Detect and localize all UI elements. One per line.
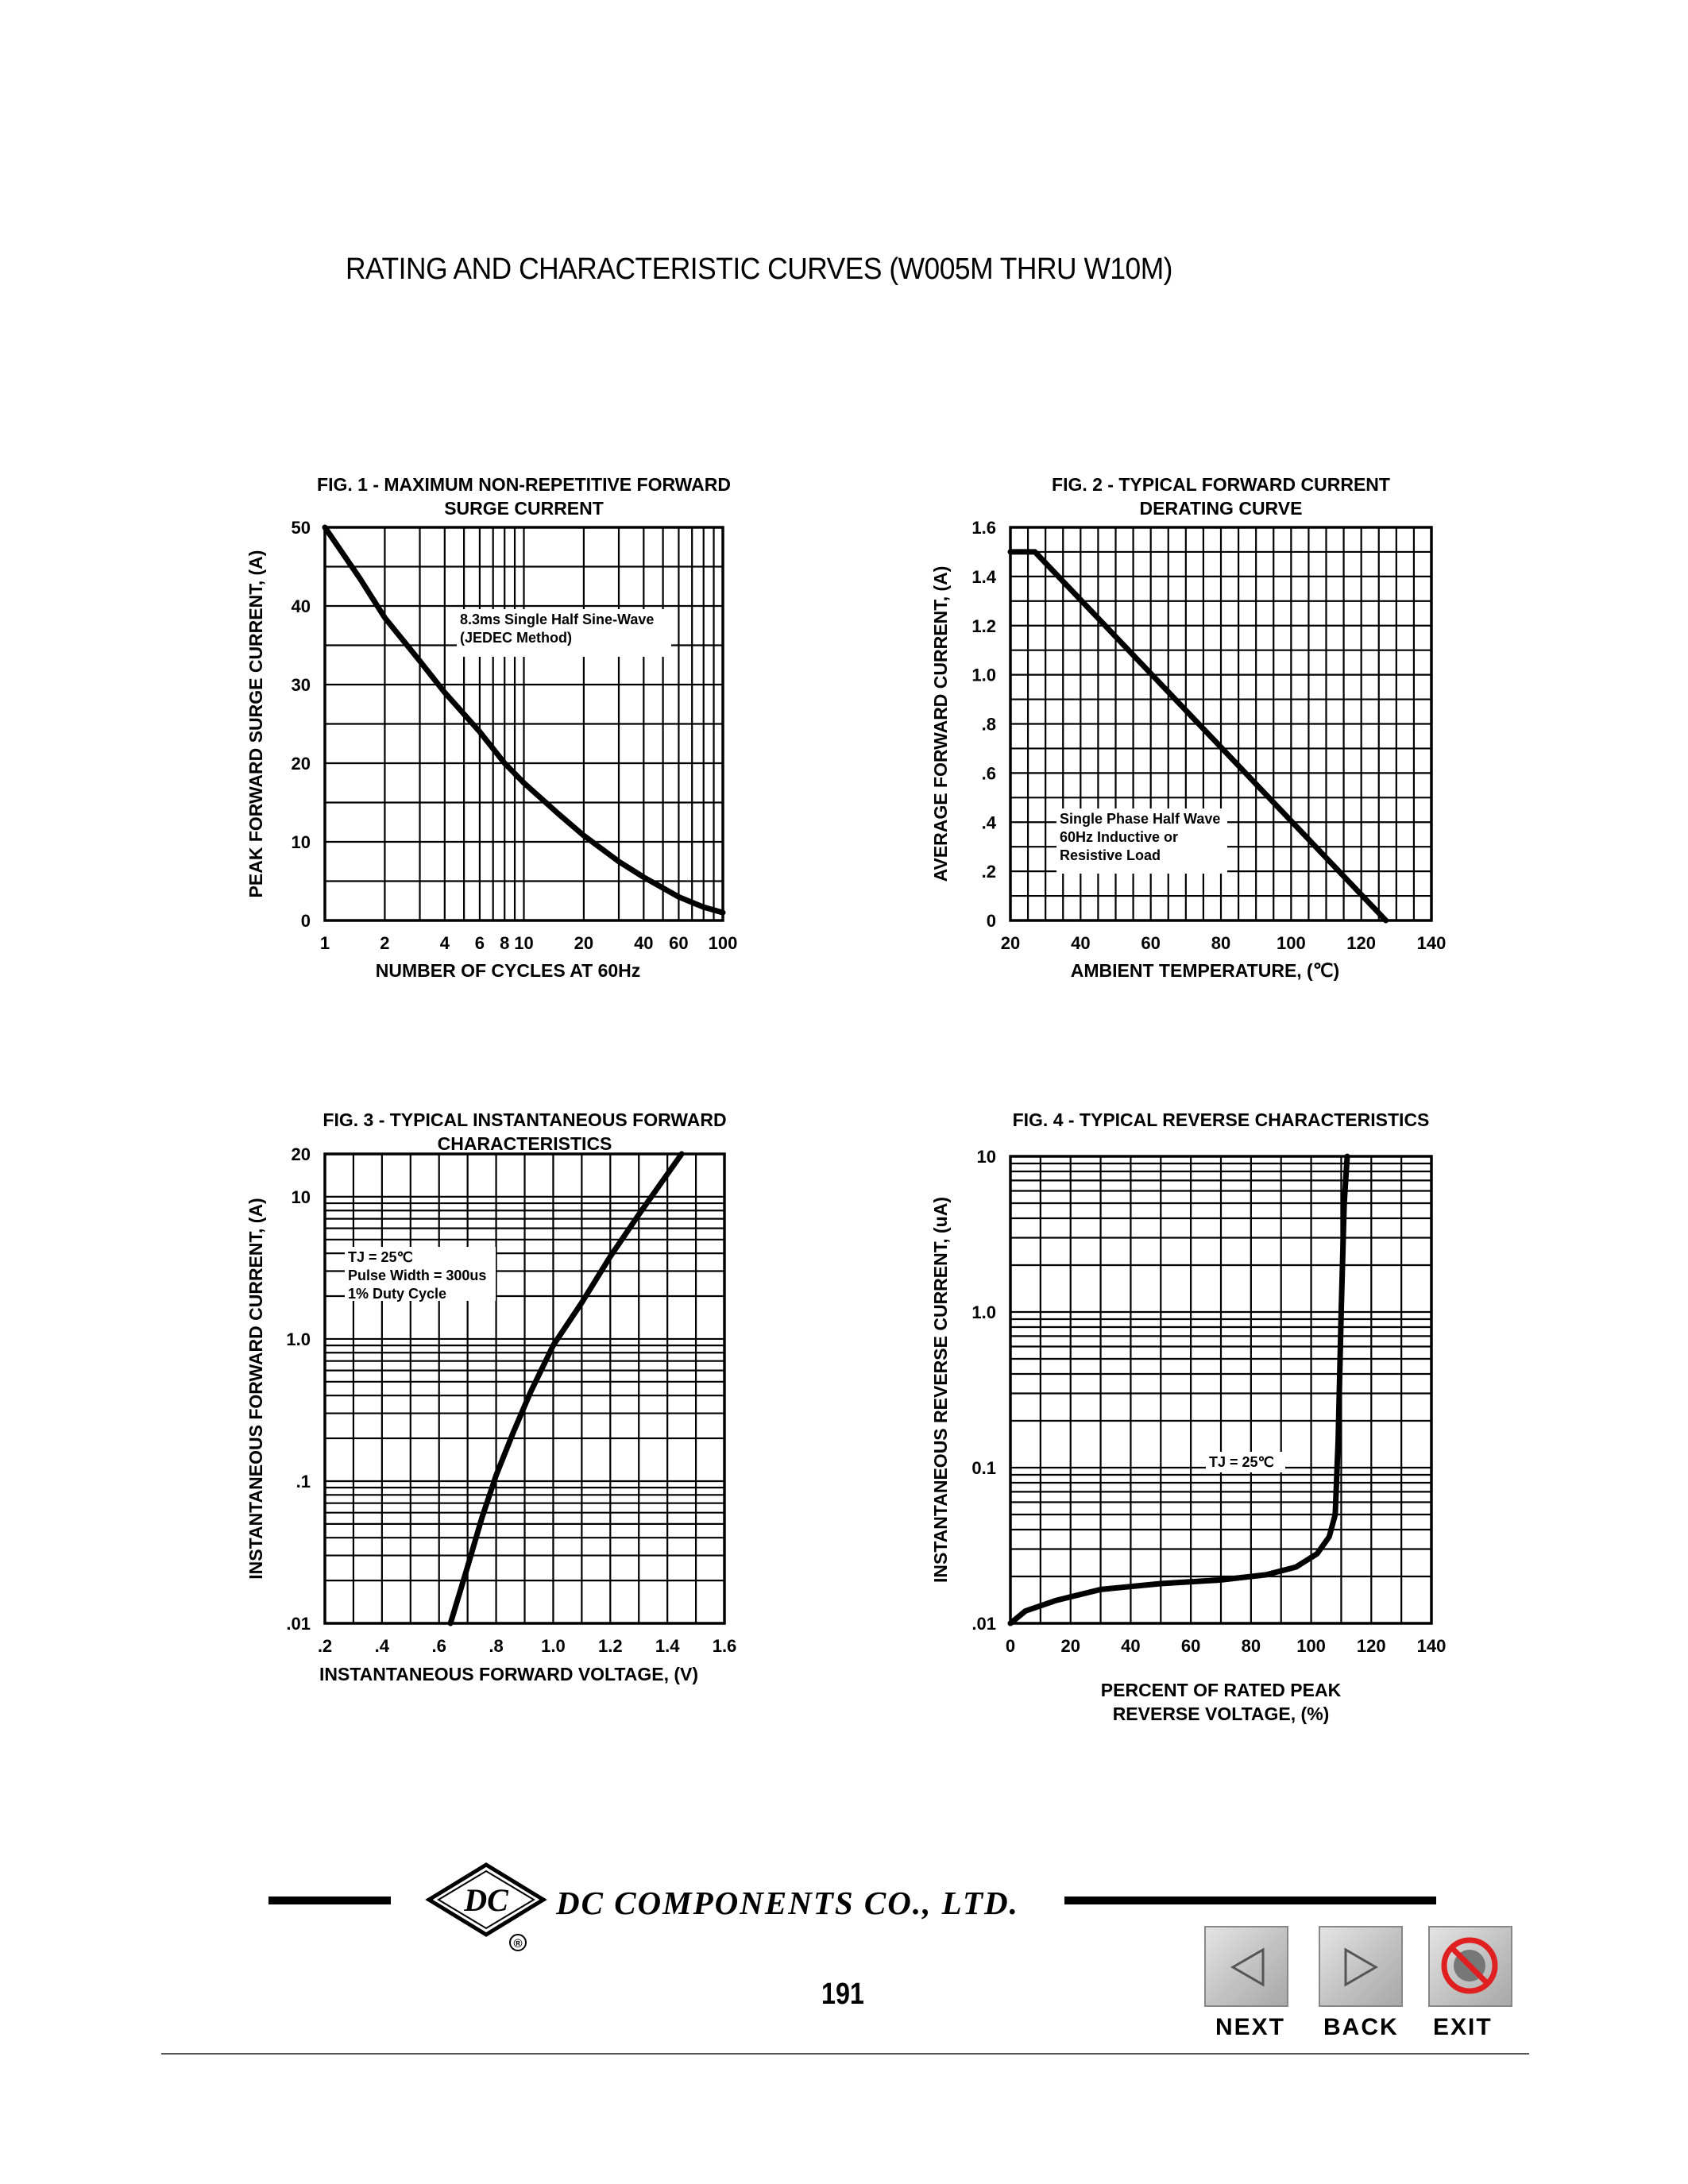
y-tick-label: .1 — [295, 1471, 311, 1491]
x-tick-label: 140 — [1416, 933, 1447, 953]
y-tick-label: 40 — [291, 596, 311, 616]
data-point — [1315, 1551, 1319, 1556]
data-point — [701, 905, 706, 909]
series-line — [1010, 1156, 1347, 1623]
data-point — [1008, 550, 1013, 554]
data-point — [636, 1212, 641, 1217]
data-point — [1023, 1608, 1028, 1613]
x-axis-label: REVERSE VOLTAGE, (%) — [1112, 1704, 1330, 1724]
data-point — [511, 1430, 516, 1435]
next-label[interactable]: NEXT — [1215, 2014, 1286, 2040]
annotation-text: Single Phase Half Wave — [1060, 811, 1221, 827]
x-tick-label: 8 — [500, 933, 510, 953]
x-tick-label: 1.6 — [712, 1636, 737, 1656]
data-point — [720, 910, 725, 915]
x-tick-label: 20 — [1060, 1636, 1080, 1656]
x-tick-label: 140 — [1416, 1636, 1447, 1656]
y-tick-label: .01 — [971, 1614, 996, 1634]
chart-4 — [930, 1109, 1446, 1724]
x-axis-label: INSTANTANEOUS FORWARD VOLTAGE, (V) — [319, 1664, 699, 1684]
registered-mark: ® — [513, 1937, 523, 1951]
data-point — [1383, 918, 1388, 923]
x-tick-label: 100 — [1276, 933, 1306, 953]
annotation-text: 60Hz Inductive or — [1060, 829, 1179, 845]
data-point — [1008, 1621, 1013, 1626]
exit-button[interactable] — [1428, 1926, 1512, 2007]
page-title: RATING AND CHARACTERISTIC CURVES (W005M THRU W10M) — [346, 253, 1172, 286]
data-point — [465, 1565, 469, 1569]
data-point — [1342, 1201, 1346, 1206]
x-tick-label: .4 — [374, 1636, 390, 1656]
annotation-text: TJ = 25℃ — [1209, 1454, 1274, 1470]
x-tick-label: .6 — [431, 1636, 446, 1656]
data-point — [442, 690, 447, 695]
data-point — [1345, 1154, 1350, 1159]
y-tick-label: .8 — [981, 714, 996, 735]
chart-2 — [930, 474, 1446, 981]
y-tick-label: 30 — [291, 675, 311, 695]
x-tick-label: 40 — [634, 933, 654, 953]
data-point — [448, 1621, 453, 1626]
data-point — [382, 615, 387, 620]
x-tick-label: 10 — [514, 933, 534, 953]
data-point — [679, 1152, 684, 1156]
annotation-text: Pulse Width = 300us — [348, 1268, 487, 1283]
data-point — [1264, 1572, 1269, 1577]
chart-title: SURGE CURRENT — [444, 498, 604, 519]
x-tick-label: 1 — [319, 933, 330, 953]
data-point — [357, 576, 362, 581]
x-tick-label: 60 — [1180, 1636, 1201, 1656]
data-point — [477, 729, 482, 734]
data-point — [1327, 1534, 1331, 1539]
x-axis-label: AMBIENT TEMPERATURE, (℃) — [1070, 960, 1340, 981]
y-tick-label: 20 — [291, 1144, 311, 1164]
x-tick-label: 1.0 — [541, 1636, 566, 1656]
data-point — [676, 894, 681, 899]
data-point — [1338, 1310, 1343, 1314]
chart-title: FIG. 4 - TYPICAL REVERSE CHARACTERISTICS — [1012, 1109, 1430, 1130]
data-point — [579, 1300, 584, 1305]
right-triangle-icon — [1320, 1927, 1401, 2005]
x-tick-label: 80 — [1211, 933, 1231, 953]
series-line — [450, 1154, 682, 1623]
chart-title: DERATING CURVE — [1139, 498, 1303, 519]
x-tick-label: 2 — [380, 933, 390, 953]
x-tick-label: 60 — [669, 933, 689, 953]
y-tick-label: .01 — [286, 1614, 311, 1634]
page-number: 191 — [821, 1978, 864, 2011]
y-axis-label: INSTANTANEOUS REVERSE CURRENT, (uA) — [930, 1197, 951, 1583]
next-button[interactable] — [1204, 1926, 1288, 2007]
no-entry-icon — [1430, 1927, 1511, 2005]
y-tick-label: 1.0 — [971, 665, 996, 685]
logo-lettering: DC — [464, 1882, 508, 1918]
data-point — [1098, 1587, 1103, 1592]
data-point — [1333, 1512, 1338, 1517]
x-tick-label: 120 — [1356, 1636, 1386, 1656]
data-point — [528, 1390, 533, 1395]
x-axis-label: NUMBER OF CYCLES AT 60Hz — [375, 960, 641, 981]
data-point — [1293, 1565, 1298, 1569]
data-point — [1335, 1437, 1340, 1442]
y-axis-label: PEAK FORWARD SURGE CURRENT, (A) — [245, 550, 266, 898]
x-tick-label: 0 — [1005, 1636, 1016, 1656]
back-label[interactable]: BACK — [1323, 2014, 1399, 2040]
y-tick-label: 10 — [291, 1187, 311, 1207]
company-name: DC COMPONENTS CO., LTD. — [556, 1885, 1019, 1921]
x-tick-label: 1.2 — [597, 1636, 623, 1656]
x-tick-label: .2 — [317, 1636, 333, 1656]
data-point — [1158, 1581, 1163, 1586]
footer-rule-left — [268, 1897, 391, 1904]
x-tick-label: 80 — [1241, 1636, 1261, 1656]
y-tick-label: 1.2 — [971, 615, 996, 636]
y-tick-label: 0 — [300, 911, 311, 931]
data-point — [550, 1343, 555, 1348]
back-button[interactable] — [1319, 1926, 1403, 2007]
y-axis-label: INSTANTANEOUS FORWARD CURRENT, (A) — [245, 1198, 266, 1580]
chart-3 — [245, 1109, 736, 1684]
data-point — [417, 658, 422, 663]
grid — [325, 527, 723, 920]
data-point — [323, 525, 327, 530]
y-tick-label: 50 — [291, 518, 311, 538]
annotation-text: 8.3ms Single Half Sine-Wave — [460, 612, 655, 627]
data-point — [556, 812, 561, 816]
x-tick-label: 100 — [1296, 1636, 1326, 1656]
y-tick-label: 1.0 — [971, 1302, 996, 1322]
annotation-text: TJ = 25℃ — [348, 1249, 413, 1265]
x-tick-label: 40 — [1121, 1636, 1141, 1656]
footer-rule-right — [1064, 1897, 1436, 1904]
y-tick-label: 1.0 — [286, 1329, 311, 1349]
annotation-text: Resistive Load — [1060, 847, 1161, 863]
y-tick-label: 10 — [291, 832, 311, 852]
chart-1 — [245, 474, 737, 981]
x-tick-label: 20 — [1000, 933, 1021, 953]
dc-logo — [421, 1858, 548, 1954]
grid — [1010, 1156, 1431, 1623]
data-point — [1219, 1577, 1223, 1582]
x-tick-label: 4 — [439, 933, 450, 953]
data-point — [616, 859, 621, 864]
x-tick-label: 1.4 — [655, 1636, 680, 1656]
y-tick-label: 1.6 — [971, 518, 996, 538]
chart-title: FIG. 1 - MAXIMUM NON-REPETITIVE FORWARD — [317, 474, 731, 495]
x-axis-label: PERCENT OF RATED PEAK — [1100, 1680, 1342, 1700]
y-tick-label: .4 — [981, 812, 996, 833]
y-tick-label: 20 — [291, 754, 311, 774]
annotation-text: (JEDEC Method) — [460, 630, 572, 646]
y-axis-label: AVERAGE FORWARD CURRENT, (A) — [930, 565, 951, 882]
y-tick-label: 1.4 — [971, 566, 996, 587]
chart-title: FIG. 2 - TYPICAL FORWARD CURRENT — [1052, 474, 1390, 495]
y-tick-label: .6 — [981, 763, 996, 784]
data-point — [641, 874, 646, 879]
y-tick-label: .2 — [981, 862, 996, 882]
y-tick-label: 0 — [986, 911, 996, 931]
x-tick-label: 20 — [574, 933, 594, 953]
data-point — [581, 833, 586, 838]
data-point — [479, 1515, 484, 1520]
data-point — [1033, 550, 1037, 554]
annotation-text: 1% Duty Cycle — [348, 1286, 447, 1302]
data-point — [608, 1254, 612, 1259]
bottom-rule — [161, 2053, 1529, 2055]
chart-title: CHARACTERISTICS — [437, 1133, 612, 1154]
y-tick-label: 10 — [976, 1147, 996, 1167]
x-tick-label: 6 — [474, 933, 485, 953]
data-point — [493, 1472, 498, 1477]
x-tick-label: .8 — [489, 1636, 504, 1656]
data-point — [1053, 1598, 1058, 1603]
exit-label[interactable]: EXIT — [1433, 2014, 1493, 2040]
data-point — [521, 781, 526, 785]
x-tick-label: 60 — [1141, 933, 1161, 953]
left-triangle-icon — [1206, 1927, 1287, 2005]
x-tick-label: 100 — [708, 933, 738, 953]
chart-title: FIG. 3 - TYPICAL INSTANTANEOUS FORWARD — [323, 1109, 727, 1130]
data-point — [502, 761, 507, 766]
x-tick-label: 40 — [1071, 933, 1091, 953]
y-tick-label: 0.1 — [971, 1458, 996, 1478]
grid — [325, 1154, 724, 1623]
x-tick-label: 120 — [1346, 933, 1377, 953]
